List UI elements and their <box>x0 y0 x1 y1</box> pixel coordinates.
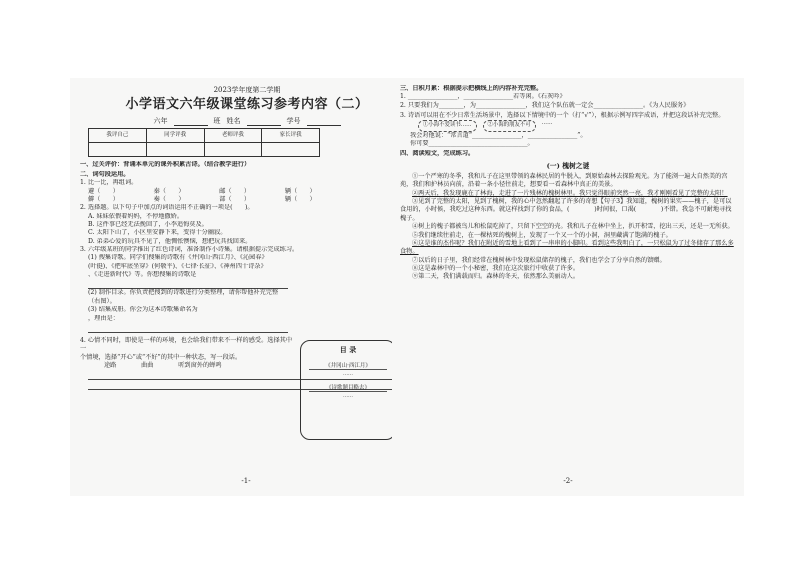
eval-cell[interactable] <box>89 143 147 157</box>
catalog-item: 《井冈山·西江月》 <box>309 361 387 370</box>
page-title: 小学语文六年级课堂练习参考内容（二） <box>125 97 369 113</box>
recall-3b: 我会对他说：“常言道“________________，________________”。 <box>410 131 587 139</box>
section-1: 一、过关评价：背诵本单元的课外积累古诗。（结合教学进行） <box>80 161 251 169</box>
name-blank[interactable] <box>247 117 281 126</box>
page-number: -1- <box>241 476 251 485</box>
question-4b: 个情境，选择“开心”或“不好”的其中一种状态，写一段话。 <box>80 353 242 361</box>
evaluation-table <box>88 128 320 157</box>
grade-label: 六年 <box>153 116 168 125</box>
story-paragraph: ⑨第二天，我们满载而归。森林的冬天，依然那么美丽动人。 <box>412 273 580 281</box>
story-title: (一) 槐树之谜 <box>546 161 590 170</box>
question-3: 3. 六年级某班的同学推出了红色诗词，准备制作小诗集。请根据提示完成练习。 <box>80 246 299 254</box>
page-right <box>392 78 744 496</box>
catalog-head: 目 录 <box>339 345 357 354</box>
story-paragraph: ⑦以后的日子里，我们经常在槐树林中发现松鼠储存的槐子，我们也学会了分享自然的馈赠。 <box>412 256 666 264</box>
school-year: 2023学年度第二学期 <box>213 86 281 94</box>
answer-line[interactable] <box>88 325 288 333</box>
recall-3: 3. 诗语可以用在不少日常生活场景中，选择以下情境中的一个（打“√”），根据示例写四字成语，并把这段话补充完整。 <box>400 112 725 120</box>
eval-cell[interactable] <box>262 143 320 157</box>
section-3: 三、日积月累：根据提示把横线上的内容补充完整。 <box>400 85 543 92</box>
option-c: C. 太阳下山了，小区里安静下来，变得十分幽寂。 <box>88 229 227 237</box>
char-item: 秦（ ） <box>153 187 185 195</box>
question-3-1b: (叶挺)、《把牢底坐穿》(何敬平)、《七律·长征》、《神州四十诗杂》 <box>88 262 267 270</box>
scenario-ellipsis: …… <box>541 120 553 127</box>
option-a: A. 妹妹依偎着妈妈，不停地撒娇。 <box>88 212 184 220</box>
char-grid <box>80 188 414 205</box>
question-4-options: 途路 曲曲 听到窗外的蝉鸣 <box>104 361 222 369</box>
char-item: 避（ ） <box>88 187 119 195</box>
section-4: 四、阅读短文，完成练习。 <box>400 150 475 158</box>
question-1: 1. 比一比，再组词。 <box>80 179 138 187</box>
catalog-item: 《诗歌题目略去》 <box>309 383 387 392</box>
char-item: 僻（ ） <box>88 195 119 203</box>
char-item: 辆（ ） <box>284 195 316 203</box>
number-blank[interactable] <box>307 117 341 126</box>
catalog-box <box>300 340 396 440</box>
eval-header: 同学评我 <box>146 129 204 143</box>
story-paragraph: ①一个严寒的冬季，我和儿子在这里带领的森林民居的牛脱入，到原始森林去探险观光。为了能浏一遍大自然美的宫苑，我们和护林员向前，沿着一条小径往前走，想要看一看森林中真正的美景。 <box>400 172 728 189</box>
story-paragraph: ②两天后，我发现鹿在了林海，走进了一片残林的槐树林里。我只觉得眼前突然一亮，我才刚刚看见了完整的太阳！ <box>412 189 728 197</box>
question-4: 4. 心情不同时，即使是一样的环境，也会给我们带来不一样的感受。选择其中一 <box>80 336 293 353</box>
story-paragraph: ⑧这是森林中的一个小秘密，我们在这次旅行中收获了许多。 <box>412 264 580 272</box>
student-info <box>80 117 414 126</box>
section-2: 二、词句段运用。 <box>80 170 130 178</box>
eval-cell[interactable] <box>146 143 204 157</box>
scenario-options <box>418 120 736 131</box>
catalog-dots: …… <box>343 393 353 399</box>
number-label: 学号 <box>286 116 301 125</box>
recall-2: 2. 只要我们为________，为________________，我们这个队伍就一定会________________。《为人民服务》 <box>400 101 690 109</box>
story-paragraph: ⑤我们继续往前走，在一棵枯死的槐树上，发现了一个又一个的小洞，洞里藏满了饱满的槐子。 <box>412 231 672 239</box>
recall-1: 1. ________________，________________若等闲。《石灰吟》 <box>400 93 566 101</box>
char-item: 邮（ ） <box>219 187 251 195</box>
eval-cell[interactable] <box>204 143 262 157</box>
scenario-option[interactable]: ①小海不爱读书…… <box>418 120 477 131</box>
eval-header: 家长评我 <box>262 129 320 143</box>
option-b: B. 这件事已经无法挽回了，小李追悔莫及。 <box>88 220 208 228</box>
page-number: -2- <box>563 476 573 485</box>
question-3-3: (3) 结集成册。你会为这本诗歌集命名为 <box>88 306 198 314</box>
name-label: 姓名 <box>226 116 241 125</box>
story-paragraph: ④树上的槐子都被鸟儿和松鼠吃掉了，只留下空空的壳。我和儿子在林中坐上，扒开积雪，挖出三天，还是一无所获。 <box>412 223 734 231</box>
scenario-option[interactable]: ②小海的朋友不可 <box>483 120 536 131</box>
story-paragraph: ③见到了完整的太阳，见到了槐树，我的心中忽然翻起了许多的奇想【句子3】我知道，槐树的果实——槐子，是可以食用的，小时候，我吃过这种东西。就这样找到了你的食品，( )时间很，口渴( )不错。我急不可耐地寻找槐子。 <box>400 198 732 222</box>
class-blank[interactable] <box>174 117 208 126</box>
question-3-1c: 、《走进新时代》等。你想搜集的诗歌是 <box>88 271 197 279</box>
char-item: 部（ ） <box>219 195 251 203</box>
question-2: 2. 选择题。以下句子中加点的词语运用不正确的一项是( )。 <box>80 204 254 212</box>
story-paragraph: ⑥这是谁的杰作呢？我们在附近的雪地上看到了一串串的小脚印。看到这些我明白了，一只松鼠为了过冬储存了那么多食物。 <box>400 239 734 256</box>
catalog-dots: …… <box>343 371 353 377</box>
eval-header: 我评自己 <box>89 129 147 143</box>
char-item: 辆（ ） <box>284 187 316 195</box>
eval-header: 老师评我 <box>204 129 262 143</box>
question-3-2: (2) 制作目录。你负责把搜到的诗歌进行分类整理，请你帮他补充完整（右图）。 <box>88 289 279 305</box>
class-label: 班 <box>213 116 221 125</box>
question-3-1: (1) 搜集诗歌。同学们搜集的诗歌有《井冈山·西江月》、《沁园春》 <box>88 254 268 262</box>
option-d: D. 弟弟心爱的玩具不见了，他惆怅懊恼，想把玩具找回来。 <box>88 237 252 245</box>
question-3-3b: ，理由是： <box>88 314 119 322</box>
recall-3c: 你可要________________________________。 <box>410 140 534 148</box>
char-item: 奏（ ） <box>153 195 185 203</box>
